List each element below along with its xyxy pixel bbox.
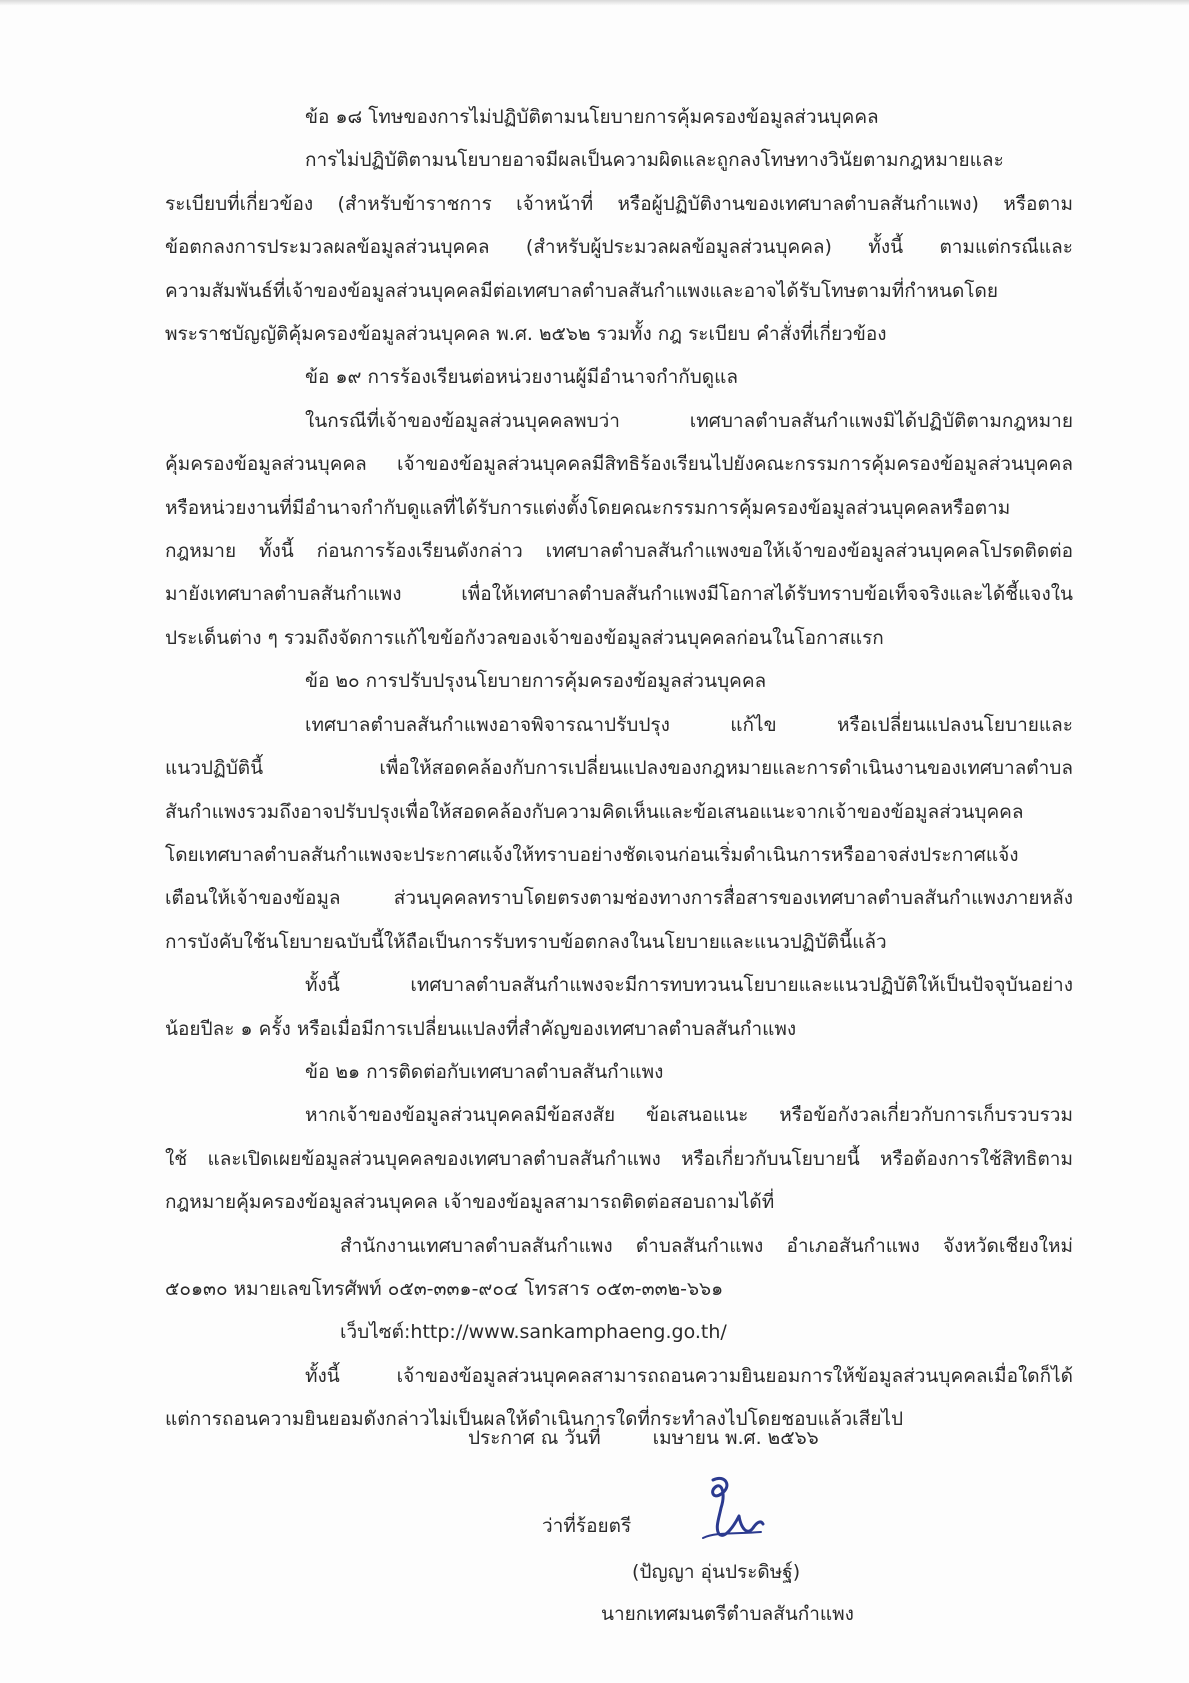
declaration-label: ประกาศ ณ วันที่ — [468, 1427, 601, 1449]
section-20-review-line: น้อยปีละ ๑ ครั้ง หรือเมื่อมีการเปลี่ยนแปลงที่สำคัญของเทศบาลตำบลสันกำแพง — [165, 1017, 797, 1040]
address-line: สำนักงานเทศบาลตำบลสันกำแพง ตำบลสันกำแพง อำเภอสันกำแพง จังหวัดเชียงใหม่ — [340, 1234, 1073, 1257]
section-18-line: ข้อตกลงการประมวลผลข้อมูลส่วนบุคคล (สำหรับผู้ประมวลผลข้อมูลส่วนบุคคล) ทั้งนี้ ตามแต่กรณีและ — [165, 236, 1073, 259]
scan-edge — [0, 0, 1189, 6]
section-21-line: กฎหมายคุ้มครองข้อมูลส่วนบุคคล เจ้าของข้อมูลสามารถติดต่อสอบถามได้ที่ — [165, 1191, 775, 1214]
section-19-heading: ข้อ ๑๙ การร้องเรียนต่อหน่วยงานผู้มีอำนาจกำกับดูแล — [305, 366, 739, 389]
section-18-line: ระเบียบที่เกี่ยวข้อง (สำหรับข้าราชการ เจ้าหน้าที่ หรือผู้ปฏิบัติงานของเทศบาลตำบลสันกำแพง) หรือตาม — [165, 192, 1073, 215]
section-19-line: มายังเทศบาลตำบลสันกำแพง เพื่อให้เทศบาลตำบลสันกำแพงมีโอกาสได้รับทราบข้อเท็จจริงและได้ชี้แจงใน — [165, 583, 1073, 606]
section-19-line: ในกรณีที่เจ้าของข้อมูลส่วนบุคคลพบว่า เทศบาลตำบลสันกำแพงมิได้ปฏิบัติตามกฎหมาย — [305, 409, 1073, 432]
section-20-line: เทศบาลตำบลสันกำแพงอาจพิจารณาปรับปรุง แก้ไข หรือเปลี่ยนแปลงนโยบายและ — [305, 713, 1073, 736]
section-18-line: การไม่ปฏิบัติตามนโยบายอาจมีผลเป็นความผิดและถูกลงโทษทางวินัยตามกฎหมายและ — [305, 149, 1004, 172]
section-19-line: กฎหมาย ทั้งนี้ ก่อนการร้องเรียนดังกล่าว เทศบาลตำบลสันกำแพงขอให้เจ้าของข้อมูลส่วนบุคคลโปรดติดต่อ — [165, 540, 1073, 563]
signatory-rank: ว่าที่ร้อยตรี — [542, 1515, 632, 1537]
website-link[interactable]: เว็บไซต์:http://www.sankamphaeng.go.th/ — [340, 1321, 727, 1344]
section-18-line: พระราชบัญญัติคุ้มครองข้อมูลส่วนบุคคล พ.ศ. ๒๕๖๒ รวมทั้ง กฎ ระเบียบ คำสั่งที่เกี่ยวข้อง — [165, 323, 887, 346]
document-body — [165, 96, 1073, 1442]
section-20-line: การบังคับใช้นโยบายฉบับนี้ให้ถือเป็นการรับทราบข้อตกลงในนโยบายและแนวปฏิบัตินี้แล้ว — [165, 930, 887, 953]
handwritten-signature — [695, 1472, 765, 1547]
signatory-position: นายกเทศมนตรีตำบลสันกำแพง — [601, 1603, 854, 1625]
section-21-line: ใช้ และเปิดเผยข้อมูลส่วนบุคคลของเทศบาลตำบลสันกำแพง หรือเกี่ยวกับนโยบายนี้ หรือต้องการใช้สิทธิตาม — [165, 1147, 1073, 1170]
withdraw-consent-line: แต่การถอนความยินยอมดังกล่าวไม่เป็นผลให้ดำเนินการใดที่กระทำลงไปโดยชอบแล้วเสียไป — [165, 1408, 904, 1431]
section-21-heading: ข้อ ๒๑ การติดต่อกับเทศบาลตำบลสันกำแพง — [305, 1060, 664, 1083]
address-line: ๕๐๑๓๐ หมายเลขโทรศัพท์ ๐๕๓-๓๓๑-๙๐๔ โทรสาร ๐๕๓-๓๓๒-๖๖๑ — [165, 1277, 724, 1300]
declaration-date: เมษายน พ.ศ. ๒๕๖๖ — [652, 1427, 819, 1449]
section-20-line: สันกำแพงรวมถึงอาจปรับปรุงเพื่อให้สอดคล้องกับความคิดเห็นและข้อเสนอแนะจากเจ้าของข้อมูลส่วนบุคคล — [165, 800, 1024, 823]
section-19-line: คุ้มครองข้อมูลส่วนบุคคล เจ้าของข้อมูลส่วนบุคคลมีสิทธิร้องเรียนไปยังคณะกรรมการคุ้มครองข้อมูลส่วนบุคคล — [165, 453, 1073, 476]
signatory-name: (ปัญญา อุ่นประดิษฐ์) — [632, 1561, 801, 1583]
section-18-heading: ข้อ ๑๘ โทษของการไม่ปฏิบัติตามนโยบายการคุ้มครองข้อมูลส่วนบุคคล — [305, 106, 879, 128]
section-20-review-line: ทั้งนี้ เทศบาลตำบลสันกำแพงจะมีการทบทวนนโยบายและแนวปฏิบัติให้เป็นปัจจุบันอย่าง — [305, 974, 1073, 997]
section-18-line: ความสัมพันธ์ที่เจ้าของข้อมูลส่วนบุคคลมีต่อเทศบาลตำบลสันกำแพงและอาจได้รับโทษตามที่กำหนดโดย — [165, 279, 998, 302]
section-20-heading: ข้อ ๒๐ การปรับปรุงนโยบายการคุ้มครองข้อมูลส่วนบุคคล — [305, 670, 767, 693]
withdraw-consent-line: ทั้งนี้ เจ้าของข้อมูลส่วนบุคคลสามารถถอนความยินยอมการให้ข้อมูลส่วนบุคคลเมื่อใดก็ได้ — [305, 1364, 1073, 1387]
section-19-line: หรือหน่วยงานที่มีอำนาจกำกับดูแลที่ได้รับการแต่งตั้งโดยคณะกรรมการคุ้มครองข้อมูลส่วนบุคคลหรือตาม — [165, 496, 1011, 519]
section-20-line: เตือนให้เจ้าของข้อมูล ส่วนบุคคลทราบโดยตรงตามช่องทางการสื่อสารของเทศบาลตำบลสันกำแพงภายหลัง — [165, 887, 1073, 910]
section-21-line: หากเจ้าของข้อมูลส่วนบุคคลมีข้อสงสัย ข้อเสนอแนะ หรือข้อกังวลเกี่ยวกับการเก็บรวบรวม — [305, 1104, 1073, 1127]
section-20-line: โดยเทศบาลตำบลสันกำแพงจะประกาศแจ้งให้ทราบอย่างชัดเจนก่อนเริ่มดำเนินการหรืออาจส่งประกาศแจ้ง — [165, 843, 1019, 866]
section-20-line: แนวปฏิบัตินี้ เพื่อให้สอดคล้องกับการเปลี่ยนแปลงของกฎหมายและการดำเนินงานของเทศบาลตำบล — [165, 757, 1073, 780]
section-19-line: ประเด็นต่าง ๆ รวมถึงจัดการแก้ไขข้อกังวลของเจ้าของข้อมูลส่วนบุคคลก่อนในโอกาสแรก — [165, 626, 884, 649]
